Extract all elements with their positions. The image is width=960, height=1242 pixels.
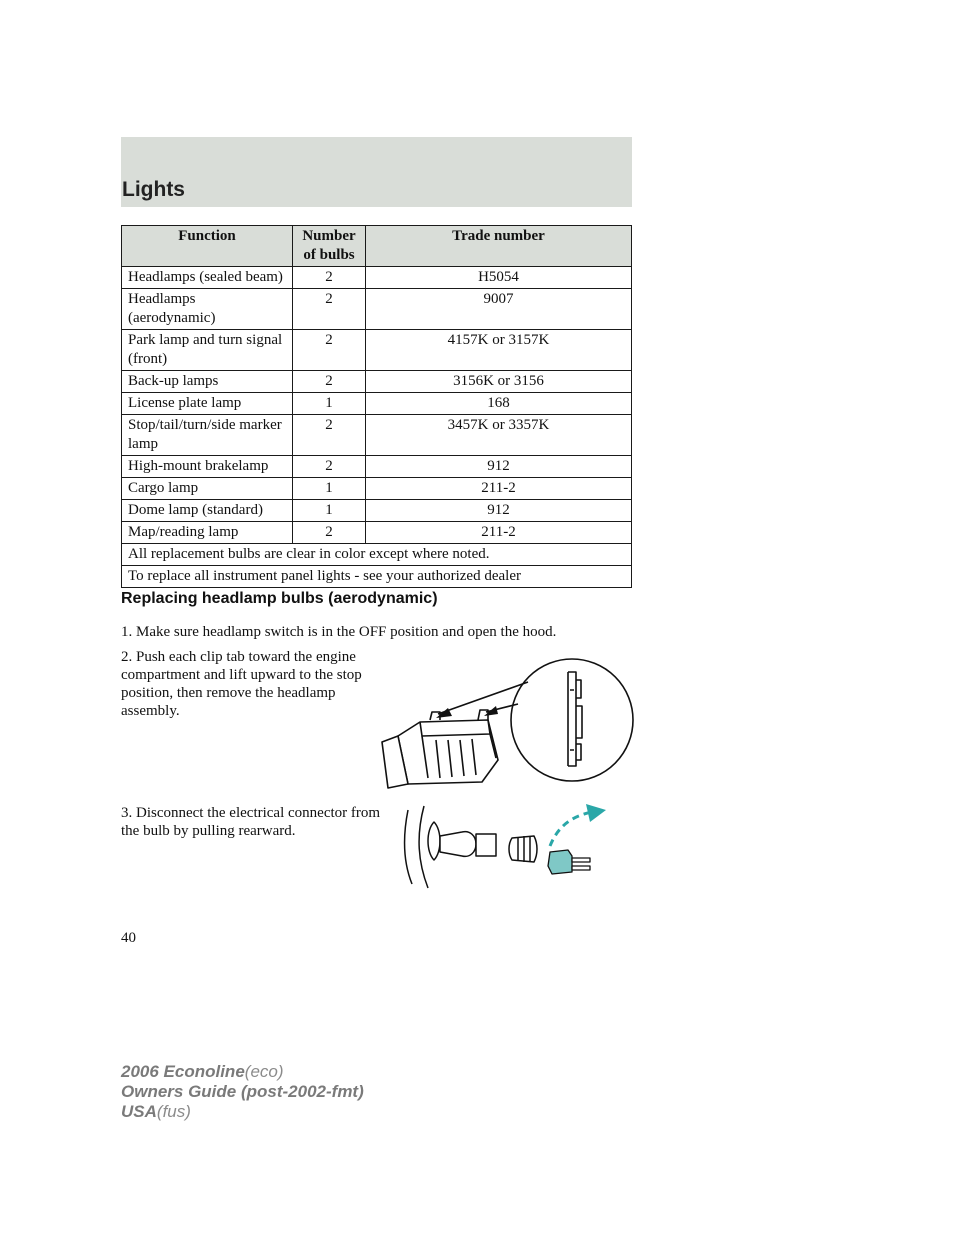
footer-region: USA: [121, 1102, 157, 1121]
cell-function: Headlamps (sealed beam): [122, 267, 293, 289]
cell-trade: H5054: [366, 267, 632, 289]
cell-trade: 912: [366, 456, 632, 478]
section-heading: Replacing headlamp bulbs (aerodynamic): [121, 590, 438, 607]
cell-trade: 9007: [366, 289, 632, 330]
step-2-text: 2. Push each clip tab toward the engine compartment and lift upward to the stop position, then remove the headlamp assembly.: [121, 649, 362, 719]
footer-line: [121, 1082, 364, 1102]
table-note-row: [122, 544, 632, 566]
table-row: [122, 289, 632, 330]
cell-number: 1: [293, 500, 366, 522]
cell-function: Headlamps (aerodynamic): [122, 289, 293, 330]
table-row: [122, 393, 632, 415]
cell-trade: 168: [366, 393, 632, 415]
cell-number: 2: [293, 456, 366, 478]
cell-function: Dome lamp (standard): [122, 500, 293, 522]
table-row: [122, 371, 632, 393]
footer-model-code: (eco): [244, 1062, 284, 1081]
footer-region-code: (fus): [156, 1102, 191, 1121]
table-row: [122, 415, 632, 456]
cell-number: 2: [293, 330, 366, 371]
cell-number: 2: [293, 415, 366, 456]
column-header-function: Function: [122, 226, 293, 267]
table-note-row: [122, 566, 632, 588]
document-footer: [121, 1062, 364, 1122]
table-header-row: [122, 226, 632, 267]
cell-function: Cargo lamp: [122, 478, 293, 500]
cell-number: 2: [293, 522, 366, 544]
cell-function: High-mount brakelamp: [122, 456, 293, 478]
cell-number: 2: [293, 289, 366, 330]
table-row: [122, 456, 632, 478]
table-row: [122, 500, 632, 522]
table-row: [122, 522, 632, 544]
step-3-text: 3. Disconnect the electrical connector from the bulb by pulling rearward.: [121, 805, 381, 839]
column-header-number: Number of bulbs: [293, 226, 366, 267]
cell-number: 2: [293, 267, 366, 289]
headlamp-clip-illustration: [378, 650, 638, 795]
footer-line: [121, 1062, 364, 1082]
column-header-trade-number: Trade number: [366, 226, 632, 267]
step-1-text: 1. Make sure headlamp switch is in the OFF position and open the hood.: [121, 624, 557, 640]
cell-trade: 211-2: [366, 478, 632, 500]
cell-number: 2: [293, 371, 366, 393]
page-title: Lights: [122, 178, 185, 201]
footer-model: 2006 Econoline: [121, 1062, 245, 1081]
table-row: [122, 478, 632, 500]
cell-trade: 211-2: [366, 522, 632, 544]
cell-trade: 912: [366, 500, 632, 522]
table-note: To replace all instrument panel lights - see your authorized dealer: [122, 566, 632, 588]
header-band: [121, 137, 632, 207]
connector-removal-illustration: [400, 800, 610, 890]
cell-function: License plate lamp: [122, 393, 293, 415]
bulb-table: [121, 225, 632, 588]
cell-function: Park lamp and turn signal (front): [122, 330, 293, 371]
cell-trade: 4157K or 3157K: [366, 330, 632, 371]
cell-number: 1: [293, 478, 366, 500]
cell-trade: 3156K or 3156: [366, 371, 632, 393]
footer-line: [121, 1102, 364, 1122]
cell-function: Stop/tail/turn/side marker lamp: [122, 415, 293, 456]
footer-guide: Owners Guide (post-2002-fmt): [121, 1082, 364, 1101]
cell-trade: 3457K or 3357K: [366, 415, 632, 456]
table-note: All replacement bulbs are clear in color except where noted.: [122, 544, 632, 566]
table-row: [122, 267, 632, 289]
page-number: 40: [121, 930, 136, 946]
table-row: [122, 330, 632, 371]
cell-function: Back-up lamps: [122, 371, 293, 393]
cell-function: Map/reading lamp: [122, 522, 293, 544]
cell-number: 1: [293, 393, 366, 415]
